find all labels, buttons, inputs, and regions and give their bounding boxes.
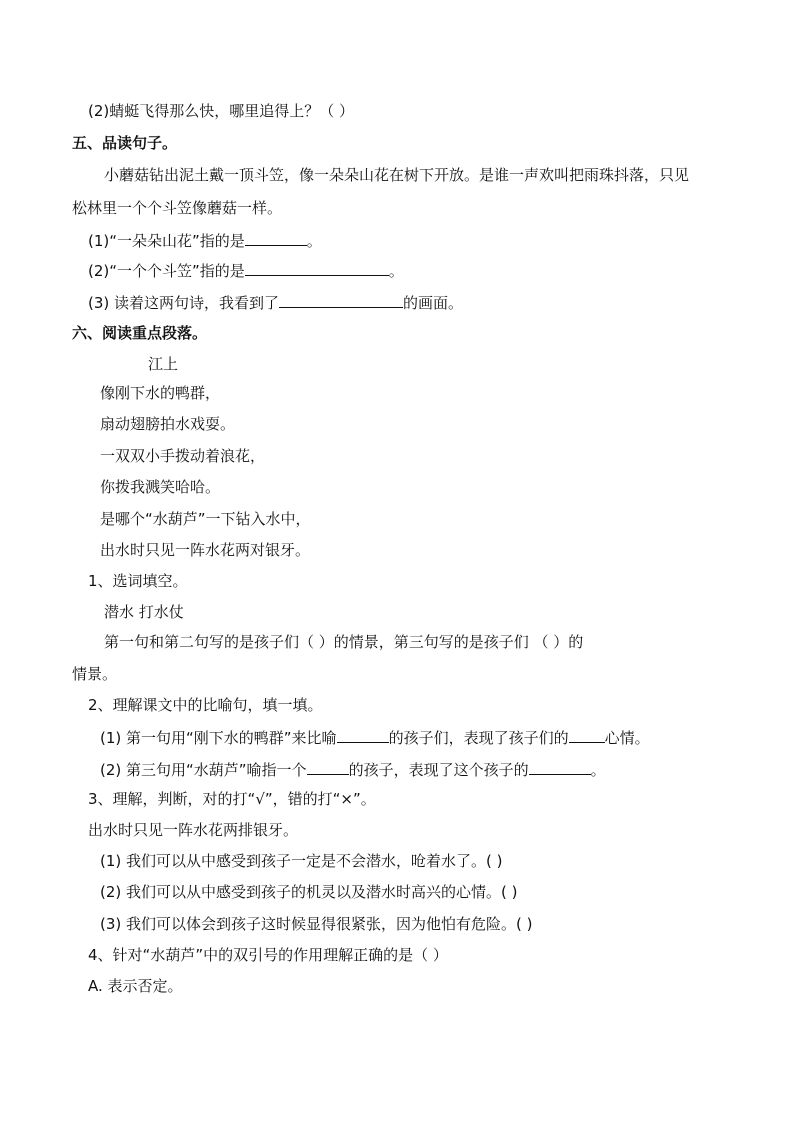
- question-text: 。: [388, 262, 404, 280]
- passage-line: 松林里一个个斗笠像蘑菇一样。: [72, 199, 283, 217]
- question-text: 。: [590, 761, 606, 779]
- question-text: (1)“一朵朵山花”指的是: [88, 232, 245, 250]
- answer-blank[interactable]: [569, 727, 605, 743]
- section-heading-6: 六、阅读重点段落。: [72, 324, 208, 342]
- poem-line: 出水时只见一阵水花两对银牙。: [100, 541, 311, 559]
- option-a: A. 表示否定。: [88, 977, 183, 995]
- question-line: [100, 759, 606, 780]
- judgement-item: (3) 我们可以体会到孩子这时候显得很紧张，因为他怕有危险。( ): [100, 915, 533, 933]
- answer-blank[interactable]: [245, 260, 389, 276]
- judgement-item: (2) 我们可以从中感受到孩子的机灵以及潜水时高兴的心情。( ): [100, 883, 518, 901]
- poem-title: 江上: [148, 355, 179, 373]
- question-text: (1) 第一句用“刚下水的鸭群”来比喻: [100, 729, 337, 747]
- question-line: 情景。: [72, 665, 118, 683]
- answer-blank[interactable]: [245, 230, 307, 246]
- question-text: (2) 第三句用“水葫芦”喻指一个: [100, 761, 307, 779]
- question-text: (2)“一个个斗笠”指的是: [88, 262, 245, 280]
- answer-blank[interactable]: [307, 759, 349, 775]
- passage-line: 小蘑菇钻出泥土戴一顶斗笠，像一朵朵山花在树下开放。是谁一声欢叫把雨珠抖落，只见: [104, 166, 690, 184]
- question-text: (3) 读着这两句诗，我看到了: [88, 294, 280, 312]
- poem-line: 扇动翅膀拍水戏耍。: [100, 415, 236, 433]
- question-line: [100, 727, 650, 748]
- question-text: 的孩子，表现了这个孩子的: [348, 761, 529, 779]
- question-heading: 2、理解课文中的比喻句，填一填。: [88, 696, 323, 714]
- question-heading: 4、针对“水葫芦”中的双引号的作用理解正确的是（ ）: [88, 946, 448, 964]
- poem-line: 像刚下水的鸭群，: [100, 384, 221, 402]
- poem-line: 是哪个“水葫芦”一下钻入水中，: [100, 510, 311, 528]
- word-choices: 潜水 打水仗: [104, 603, 184, 621]
- judgement-item: (1) 我们可以从中感受到孩子一定是不会潜水，呛着水了。( ): [100, 852, 503, 870]
- question-text: 。: [306, 232, 322, 250]
- question-heading: 3、理解，判断，对的打“√”，错的打“×”。: [88, 790, 376, 808]
- poem-line: 你拨我溅笑哈哈。: [100, 478, 221, 496]
- question-text: 心情。: [604, 729, 650, 747]
- question-line: (2)蜻蜓飞得那么快，哪里追得上？（ ）: [88, 102, 355, 120]
- quoted-sentence: 出水时只见一阵水花两排银牙。: [88, 821, 299, 839]
- section-heading-5: 五、品读句子。: [72, 134, 178, 152]
- question-heading: 1、选词填空。: [88, 572, 188, 590]
- answer-blank[interactable]: [279, 292, 403, 308]
- question-line: [88, 260, 404, 281]
- poem-line: 一双双小手拨动着浪花，: [100, 447, 266, 465]
- answer-blank[interactable]: [529, 759, 591, 775]
- question-line: [88, 230, 322, 251]
- question-line: 第一句和第二句写的是孩子们（ ）的情景，第三句写的是孩子们 （ ）的: [104, 633, 584, 651]
- question-text: 的孩子们，表现了孩子们的: [388, 729, 569, 747]
- question-text: 的画面。: [403, 294, 464, 312]
- question-line: [88, 292, 463, 313]
- answer-blank[interactable]: [337, 727, 389, 743]
